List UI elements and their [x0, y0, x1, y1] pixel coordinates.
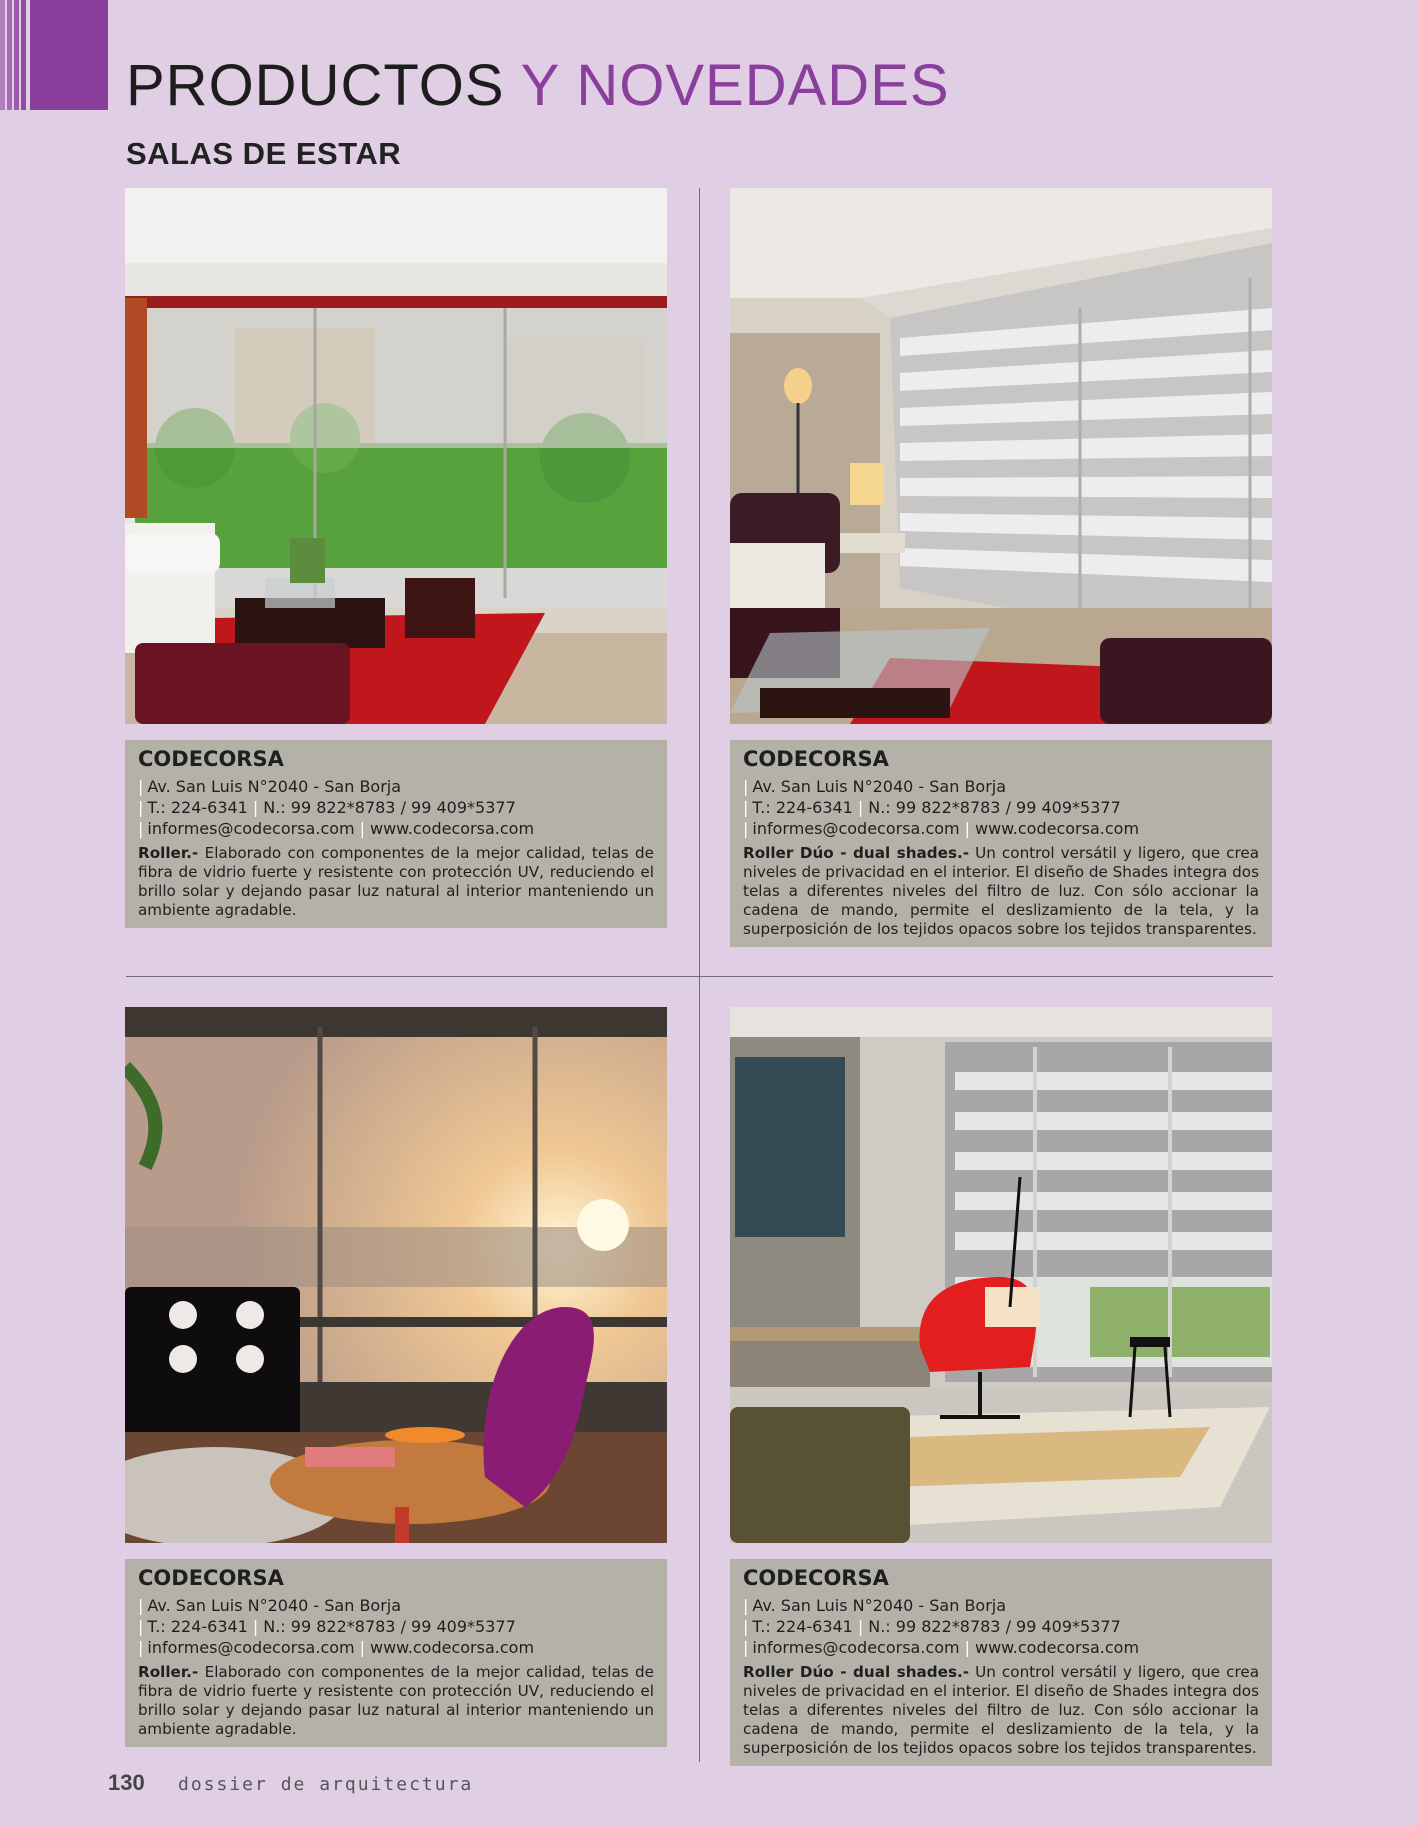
- card-4-mobile: N.: 99 822*8783 / 99 409*5377: [868, 1617, 1121, 1636]
- card-4-product: Roller Dúo - dual shades.-: [743, 1663, 970, 1681]
- card-4-address: Av. San Luis N°2040 - San Borja: [752, 1596, 1007, 1615]
- section-title: SALAS DE ESTAR: [126, 136, 402, 171]
- living-room-dual-shades-photo: [730, 188, 1272, 724]
- page-title: [126, 52, 950, 119]
- vertical-divider: [699, 188, 700, 1762]
- card-4-email[interactable]: informes@codecorsa.com: [752, 1638, 960, 1657]
- card-4-web[interactable]: www.codecorsa.com: [975, 1638, 1140, 1657]
- card-3-description: Elaborado con componentes de la mejor calidad, telas de fibra de vidrio fuerte y resistente con protección UV, reduciendo el brillo solar y dejando pasar luz natural al interior manteniendo un ambiente agradable.: [138, 1663, 655, 1738]
- title-part2: Y NOVEDADES: [520, 53, 950, 118]
- card-2-product: Roller Dúo - dual shades.-: [743, 844, 970, 862]
- red-chair-dual-shades-illustration: [730, 1007, 1272, 1543]
- card-4-info: CODECORSA | Av. San Luis N°2040 - San Borja | T.: 224-6341 | N.: 99 822*8783 / 99 409*5377 | informes@codecorsa.com | www.codecorsa.com Roller Dúo - dual shades.- Un control versátil y ligero, que crea niveles de privacidad en el interior. El diseño de Shades integra dos telas a diferentes niveles del filtro de luz. Con sólo accionar la cadena de mando, permite el deslizamiento de la tela, y la superposición de los tejidos opacos sobre los tejidos transparentes.: [730, 1559, 1272, 1766]
- card-1-mobile: N.: 99 822*8783 / 99 409*5377: [263, 798, 516, 817]
- product-card-2: [730, 188, 1272, 947]
- card-3-email[interactable]: informes@codecorsa.com: [147, 1638, 355, 1657]
- sunset-roller-photo: [125, 1007, 667, 1543]
- card-4-description: Un control versátil y ligero, que crea niveles de privacidad en el interior. El diseño de Shades integra dos telas a diferentes niveles del filtro de luz. Con sólo accionar la cadena de mando, permite el deslizamiento de la tela, y la superposición de los tejidos opacos sobre los tejidos transparentes.: [743, 1663, 1259, 1757]
- card-2-description: Un control versátil y ligero, que crea niveles de privacidad en el interior. El diseño de Shades integra dos telas a diferentes niveles del filtro de luz. Con sólo accionar la cadena de mando, permite el deslizamiento de la tela, y la superposición de los tejidos opacos sobre los tejidos transparentes.: [743, 844, 1259, 938]
- card-2-info: CODECORSA | Av. San Luis N°2040 - San Borja | T.: 224-6341 | N.: 99 822*8783 / 99 409*5377 | informes@codecorsa.com | www.codecorsa.com Roller Dúo - dual shades.- Un control versátil y ligero, que crea niveles de privacidad en el interior. El diseño de Shades integra dos telas a diferentes niveles del filtro de luz. Con sólo accionar la cadena de mando, permite el deslizamiento de la tela, y la superposición de los tejidos opacos sobre los tejidos transparentes.: [730, 740, 1272, 947]
- living-room-dual-shades-illustration: [730, 188, 1272, 724]
- card-3-phone: T.: 224-6341: [147, 1617, 248, 1636]
- card-1-brand: CODECORSA: [138, 747, 284, 771]
- card-3-info: CODECORSA | Av. San Luis N°2040 - San Borja | T.: 224-6341 | N.: 99 822*8783 / 99 409*5377 | informes@codecorsa.com | www.codecorsa.com Roller.- Elaborado con componentes de la mejor calidad, telas de fibra de vidrio fuerte y resistente con protección UV, reduciendo el brillo solar y dejando pasar luz natural al interior manteniendo un ambiente agradable.: [125, 1559, 667, 1747]
- product-card-4: [730, 1007, 1272, 1766]
- card-1-email[interactable]: informes@codecorsa.com: [147, 819, 355, 838]
- red-chair-dual-shades-photo: [730, 1007, 1272, 1543]
- card-2-address: Av. San Luis N°2040 - San Borja: [752, 777, 1007, 796]
- card-1-web[interactable]: www.codecorsa.com: [370, 819, 535, 838]
- horizontal-divider: [126, 976, 1273, 977]
- living-room-roller-photo: [125, 188, 667, 724]
- card-2-mobile: N.: 99 822*8783 / 99 409*5377: [868, 798, 1121, 817]
- card-4-phone: T.: 224-6341: [752, 1617, 853, 1636]
- card-3-brand: CODECORSA: [138, 1566, 284, 1590]
- card-2-web[interactable]: www.codecorsa.com: [975, 819, 1140, 838]
- card-3-mobile: N.: 99 822*8783 / 99 409*5377: [263, 1617, 516, 1636]
- card-2-phone: T.: 224-6341: [752, 798, 853, 817]
- card-2-email[interactable]: informes@codecorsa.com: [752, 819, 960, 838]
- card-1-phone: T.: 224-6341: [147, 798, 248, 817]
- publication-name: dossier de arquitectura: [178, 1774, 474, 1795]
- page-number: 130: [108, 1770, 145, 1795]
- product-card-1: [125, 188, 667, 928]
- title-part1: PRODUCTOS: [126, 53, 505, 118]
- corner-color-block: [30, 0, 108, 110]
- card-1-description: Elaborado con componentes de la mejor calidad, telas de fibra de vidrio fuerte y resistente con protección UV, reduciendo el brillo solar y dejando pasar luz natural al interior manteniendo un ambiente agradable.: [138, 844, 655, 919]
- card-4-brand: CODECORSA: [743, 1566, 889, 1590]
- sunset-roller-illustration: [125, 1007, 667, 1543]
- card-1-product: Roller.-: [138, 844, 199, 862]
- corner-stripes-decoration: [0, 0, 28, 110]
- card-1-address: Av. San Luis N°2040 - San Borja: [147, 777, 402, 796]
- card-3-web[interactable]: www.codecorsa.com: [370, 1638, 535, 1657]
- product-card-3: [125, 1007, 667, 1747]
- card-1-info: CODECORSA | Av. San Luis N°2040 - San Borja | T.: 224-6341 | N.: 99 822*8783 / 99 409*5377 | informes@codecorsa.com | www.codecorsa.com Roller.- Elaborado con componentes de la mejor calidad, telas de fibra de vidrio fuerte y resistente con protección UV, reduciendo el brillo solar y dejando pasar luz natural al interior manteniendo un ambiente agradable.: [125, 740, 667, 928]
- card-2-brand: CODECORSA: [743, 747, 889, 771]
- card-3-product: Roller.-: [138, 1663, 199, 1681]
- living-room-roller-illustration: [125, 188, 667, 724]
- card-3-address: Av. San Luis N°2040 - San Borja: [147, 1596, 402, 1615]
